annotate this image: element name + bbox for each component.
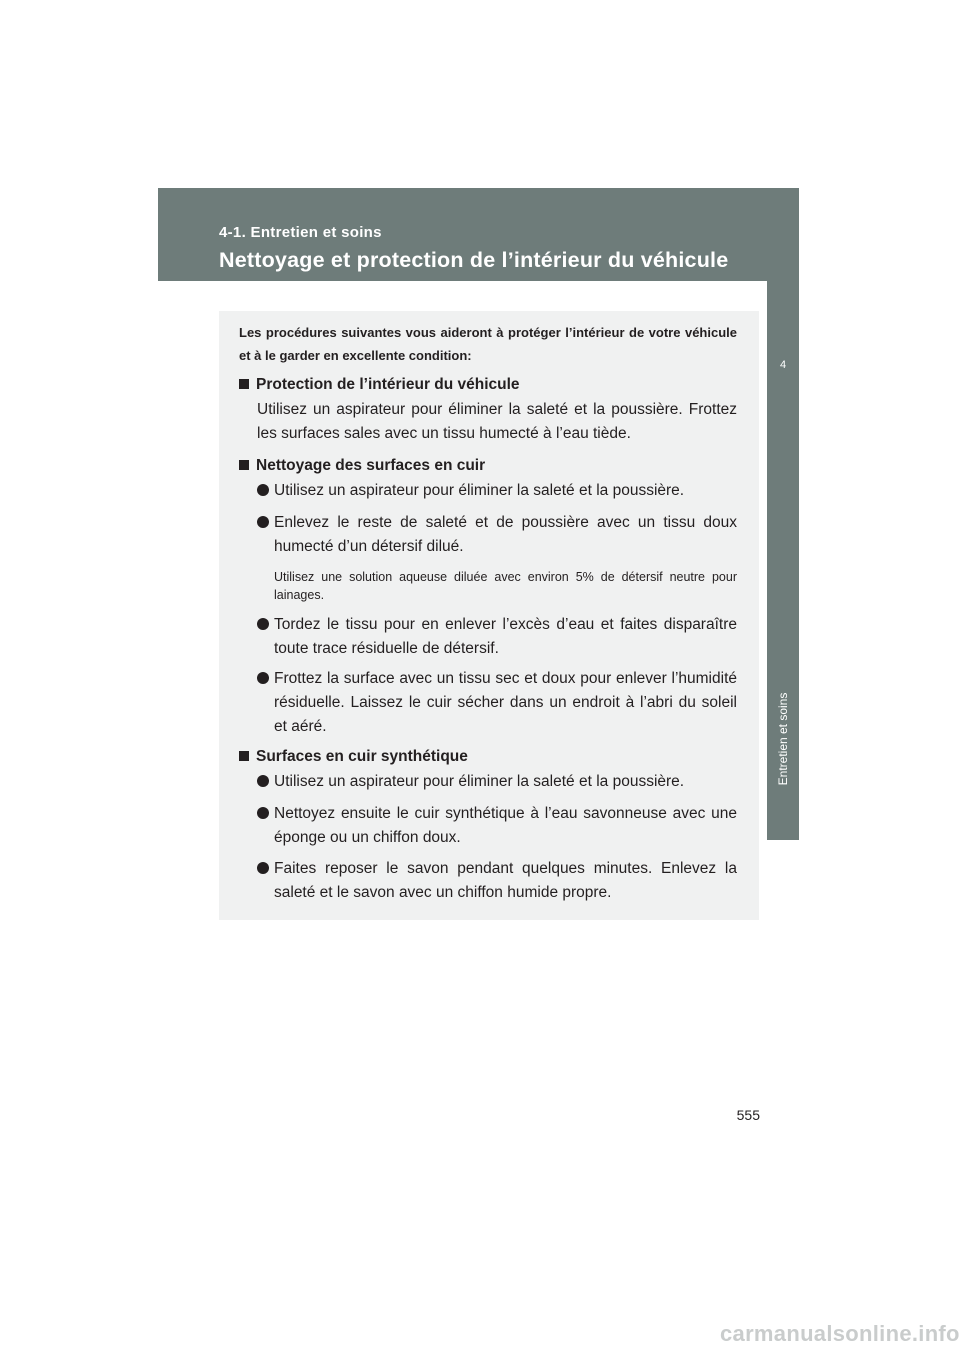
section-label: 4-1. Entretien et soins	[219, 224, 382, 241]
section-paragraph: Utilisez un aspirateur pour éliminer la saleté et la poussière. Frottez les surfaces sales avec un tissu humecté à l’eau tiède.	[257, 401, 737, 442]
list-item: Utilisez un aspirateur pour éliminer la saleté et la poussière.	[257, 479, 737, 503]
list-item: Nettoyez ensuite le cuir synthétique à l’eau savonneuse avec une éponge ou un chiffon doux.	[257, 802, 737, 850]
round-bullet-icon	[257, 672, 269, 684]
list-item: Faites reposer le savon pendant quelques minutes. Enlevez la saleté et le savon avec un chiffon humide propre.	[257, 857, 737, 905]
chapter-number: 4	[779, 359, 787, 371]
section-heading-text: Nettoyage des surfaces en cuir	[256, 457, 486, 474]
section-heading-text: Surfaces en cuir synthétique	[256, 748, 468, 765]
square-bullet-icon	[239, 751, 249, 761]
section-heading	[239, 747, 468, 767]
section-heading	[239, 456, 485, 476]
section-heading	[239, 375, 520, 395]
chapter-header	[158, 188, 799, 281]
content-box	[219, 311, 759, 920]
intro-text: Les procédures suivantes vous aideront à protéger l’intérieur de votre véhicule et à le garder en excellente condition:	[239, 325, 737, 363]
chapter-side-tab	[767, 281, 799, 840]
list-item: Frottez la surface avec un tissu sec et doux pour enlever l’humidité résiduelle. Laissez le cuir sécher dans un endroit à l’abri du soleil et aéré.	[257, 667, 737, 739]
page-number: 555	[736, 1107, 760, 1123]
watermark: carmanualsonline.info	[720, 1321, 960, 1346]
square-bullet-icon	[239, 460, 249, 470]
round-bullet-icon	[257, 862, 269, 874]
round-bullet-icon	[257, 618, 269, 630]
list-item: Enlevez le reste de saleté et de poussière avec un tissu doux humecté d’un détersif dilué.	[257, 511, 737, 559]
section-heading-text: Protection de l’intérieur du véhicule	[256, 376, 520, 393]
square-bullet-icon	[239, 379, 249, 389]
round-bullet-icon	[257, 807, 269, 819]
note-text: Utilisez une solution aqueuse diluée avec environ 5% de détersif neutre pour lainages.	[274, 570, 737, 602]
round-bullet-icon	[257, 484, 269, 496]
page-title: Nettoyage et protection de l’intérieur du véhicule	[219, 248, 729, 272]
chapter-title: Entretien et soins	[776, 692, 790, 786]
list-item: Utilisez un aspirateur pour éliminer la saleté et la poussière.	[257, 770, 737, 794]
round-bullet-icon	[257, 516, 269, 528]
round-bullet-icon	[257, 775, 269, 787]
list-item: Tordez le tissu pour en enlever l’excès d’eau et faites disparaître toute trace résiduelle de détersif.	[257, 613, 737, 661]
